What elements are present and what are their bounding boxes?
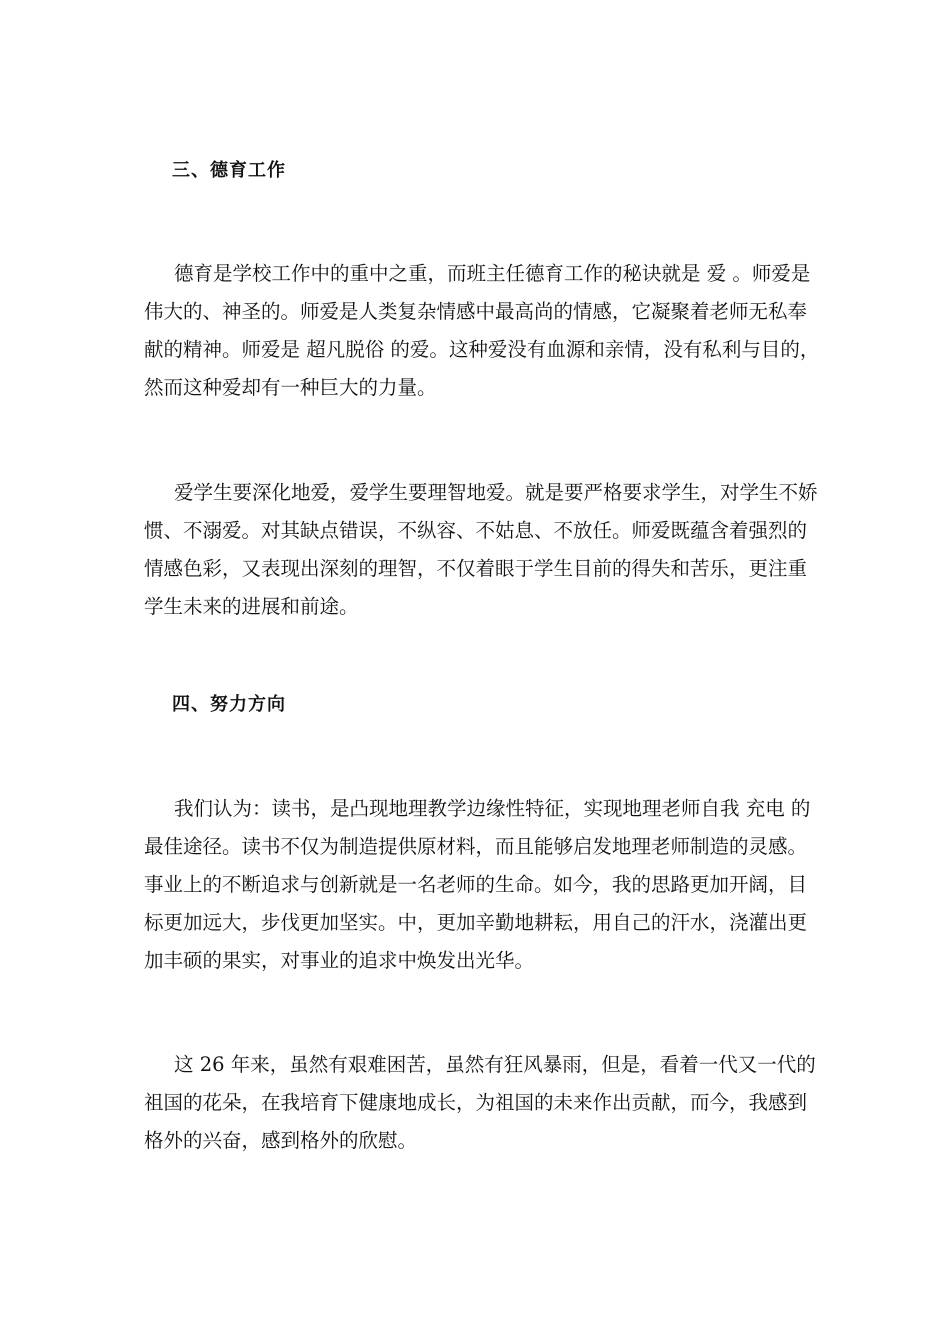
- paragraph-line: 事业上的不断追求与创新就是一名老师的生命。如今，我的思路更加开阔，目: [144, 873, 808, 896]
- paragraph-line: 学生未来的进展和前途。: [144, 595, 359, 618]
- paragraph-line: 祖国的花朵，在我培育下健康地成长，为祖国的未来作出贡献，而今，我感到: [144, 1091, 808, 1114]
- paragraph-line: 献的精神。师爱是 超凡脱俗 的爱。这种爱没有血源和亲情，没有私利与目的，: [144, 338, 820, 361]
- paragraph-26-years: [144, 1046, 816, 1160]
- paragraph-moral-education-intro: [144, 255, 820, 407]
- paragraph-line: 爱学生要深化地爱，爱学生要理智地爱。就是要严格要求学生，对学生不娇: [174, 481, 818, 504]
- paragraph-love-students: [144, 474, 818, 626]
- paragraph-line: 德育是学校工作中的重中之重，而班主任德育工作的秘诀就是 爱 。师爱是: [174, 262, 811, 285]
- paragraph-line: 标更加远大，步伐更加坚实。中，更加辛勤地耕耘，用自己的汗水，浇灌出更: [144, 911, 808, 934]
- paragraph-line: 加丰硕的果实，对事业的追求中焕发出光华。: [144, 949, 535, 972]
- paragraph-line: 我们认为：读书，是凸现地理教学边缘性特征，实现地理老师自我 充电 的: [174, 797, 811, 820]
- paragraph-line: 惯、不溺爱。对其缺点错误，不纵容、不姑息、不放任。师爱既蕴含着强烈的: [144, 519, 808, 542]
- paragraph-line: 这 26 年来，虽然有艰难困苦，虽然有狂风暴雨，但是，看着一代又一代的: [174, 1053, 816, 1076]
- section-heading-moral-education: 三、德育工作: [172, 160, 286, 181]
- paragraph-line: 最佳途径。读书不仅为制造提供原材料，而且能够启发地理老师制造的灵感。: [144, 835, 808, 858]
- section-heading-direction: 四、努力方向: [172, 694, 286, 715]
- paragraph-reading: [144, 790, 811, 980]
- paragraph-line: 情感色彩，又表现出深刻的理智，不仅着眼于学生目前的得失和苦乐，更注重: [144, 557, 808, 580]
- paragraph-line: 伟大的、神圣的。师爱是人类复杂情感中最高尚的情感，它凝聚着老师无私奉: [144, 300, 808, 323]
- paragraph-line: 格外的兴奋，感到格外的欣慰。: [144, 1129, 418, 1152]
- paragraph-line: 然而这种爱却有一种巨大的力量。: [144, 376, 437, 399]
